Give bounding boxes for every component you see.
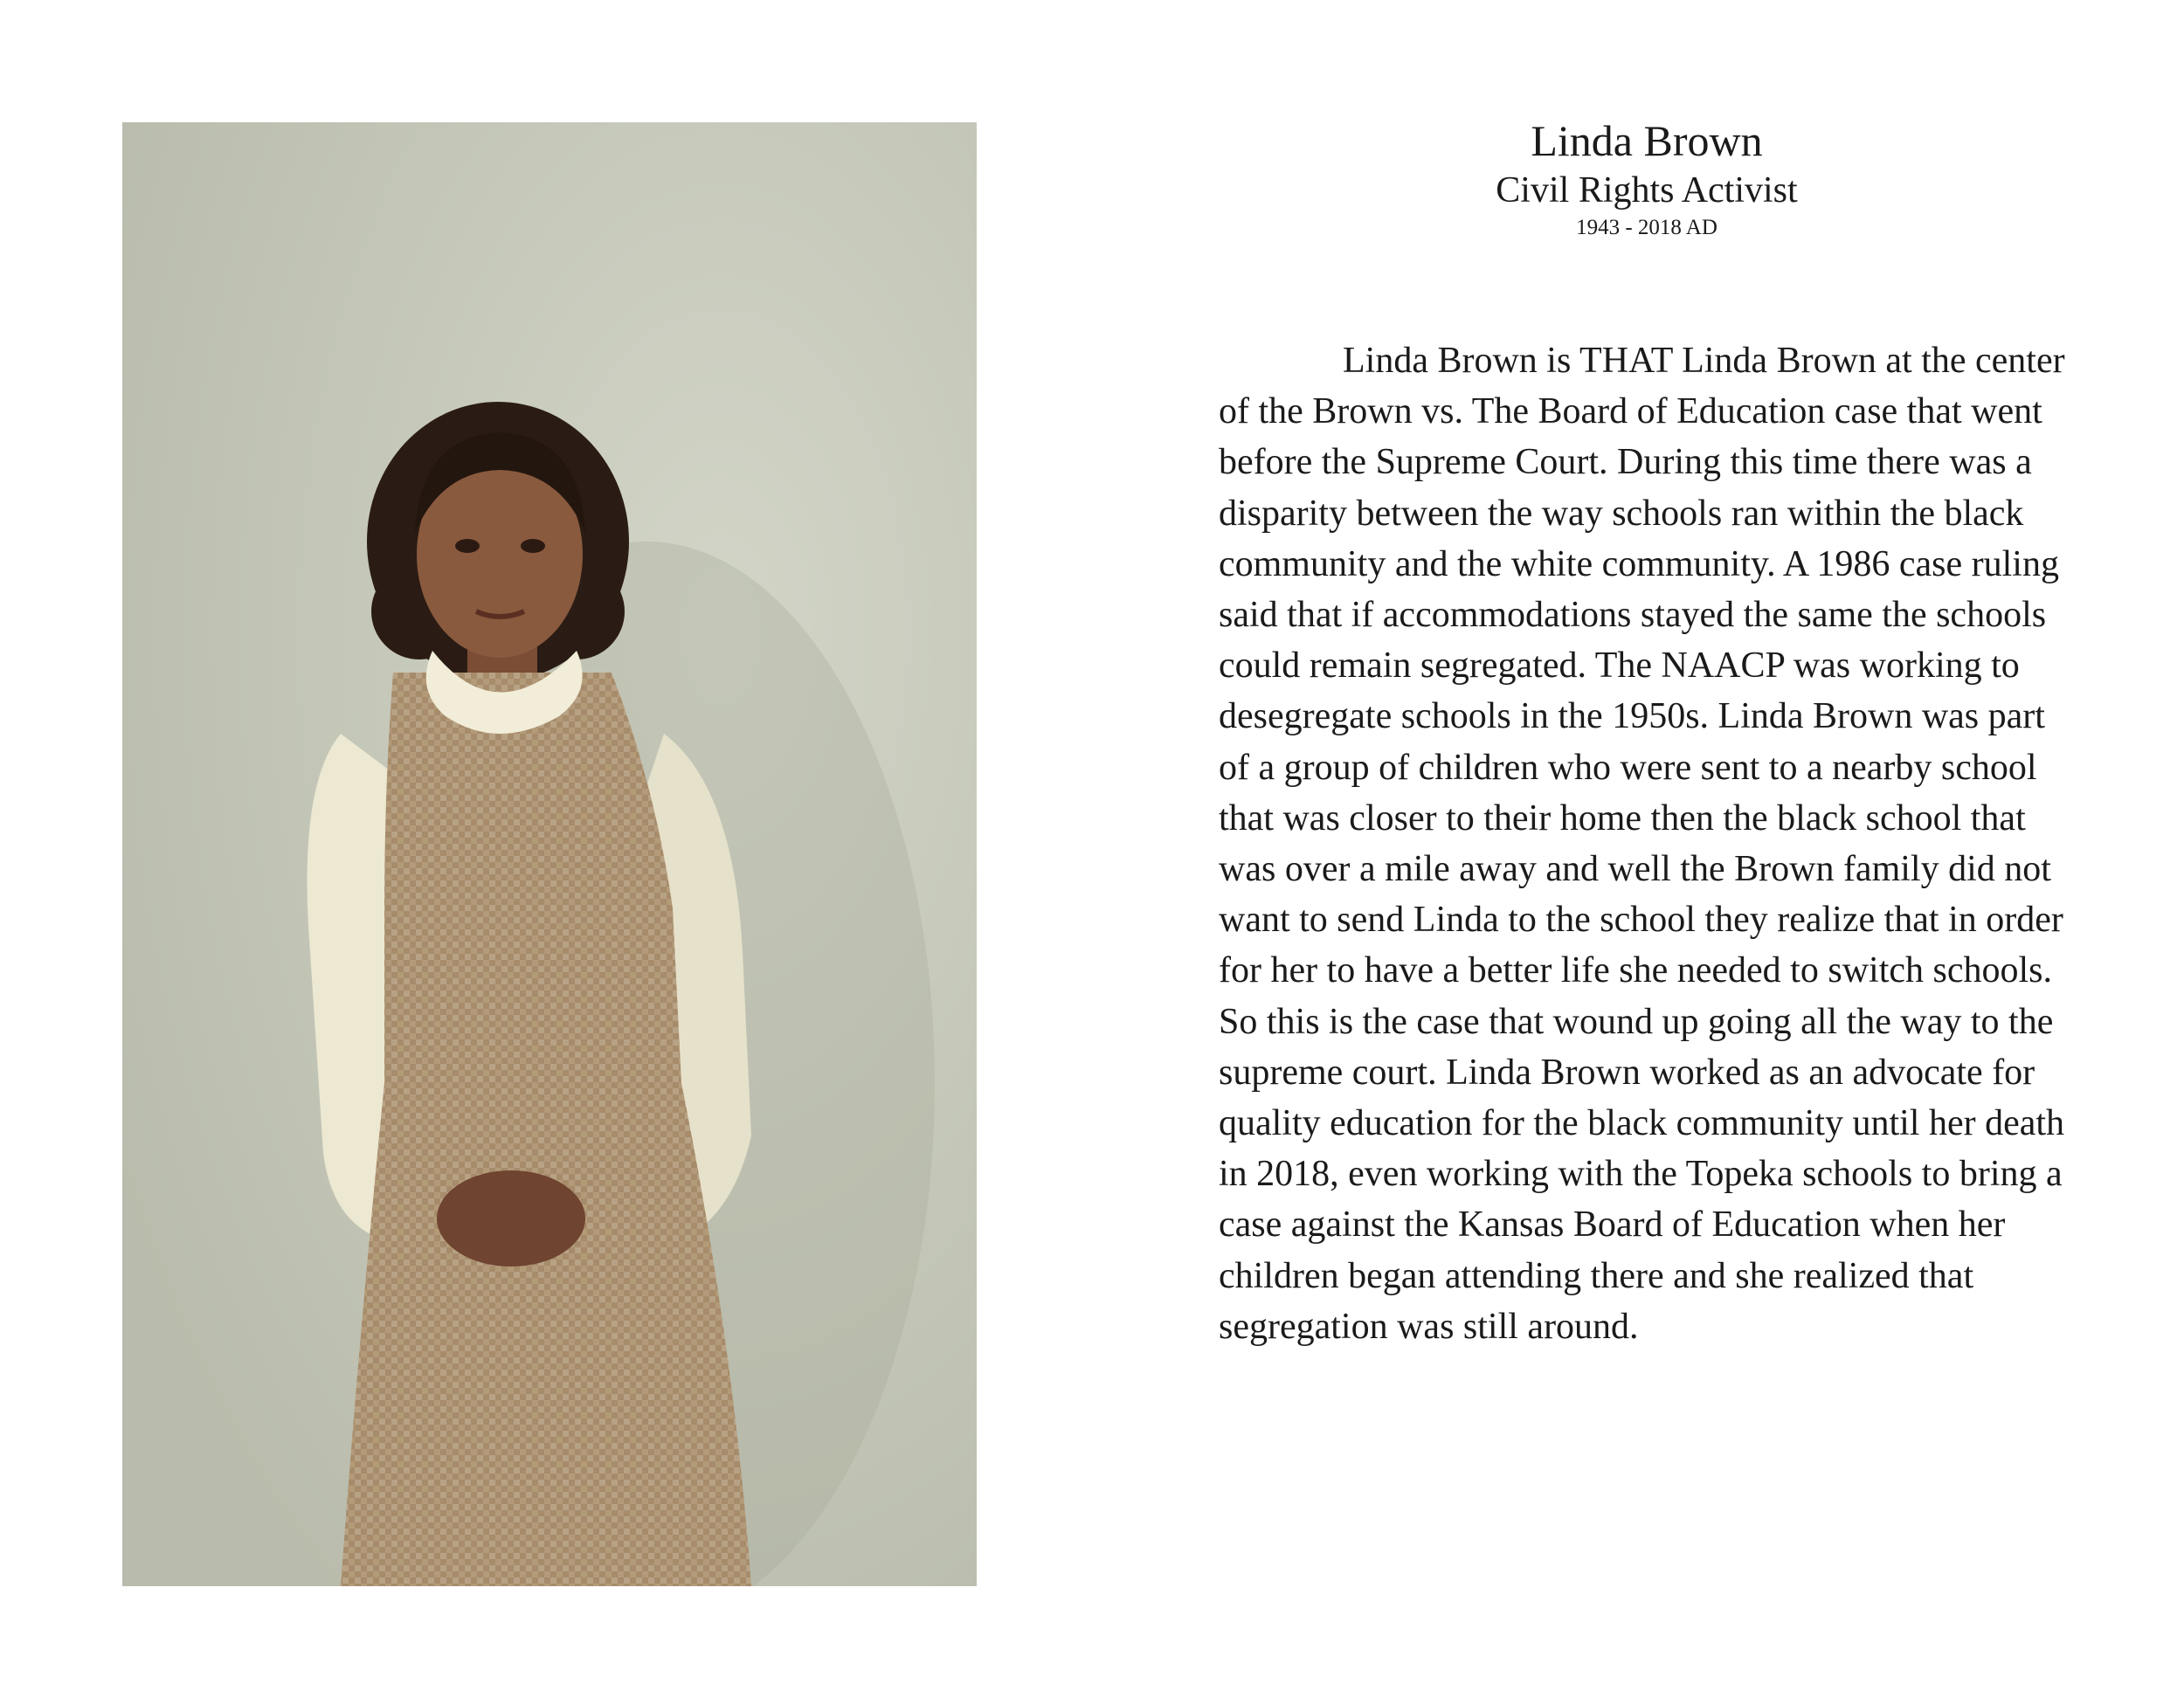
life-dates: 1943 - 2018 AD: [1576, 216, 1717, 239]
person-title: Civil Rights Activist: [1496, 170, 1798, 211]
person-name: Linda Brown: [1531, 116, 1763, 165]
portrait-photo: [122, 122, 977, 1586]
heading-block: [1219, 114, 2075, 241]
bio-column: [1219, 114, 2092, 1389]
portrait-illustration: [122, 122, 977, 1586]
biography-paragraph: Linda Brown is THAT Linda Brown at the center of the Brown vs. The Board of Education case that went before the Supreme Court. During this time there was a disparity between the way schools ran within the black community and the white community. A 1986 case ruling said that if accommodations stayed the same the schools could remain segregated. The NAACP was working to desegregate schools in the 1950s. Linda Brown was part of a group of children who were sent to a nearby school that was closer to their home then the black school that was over a mile away and well the Brown family did not want to send Linda to the school they realize that in order for her to have a better life she needed to switch schools. So this is the case that wound up going all the way to the supreme court. Linda Brown worked as an advocate for quality education for the black community until her death in 2018, even working with the Topeka schools to bring a case against the Kansas Board of Education when her children began attending there and she realized that segregation was still around.: [1219, 341, 2065, 1347]
